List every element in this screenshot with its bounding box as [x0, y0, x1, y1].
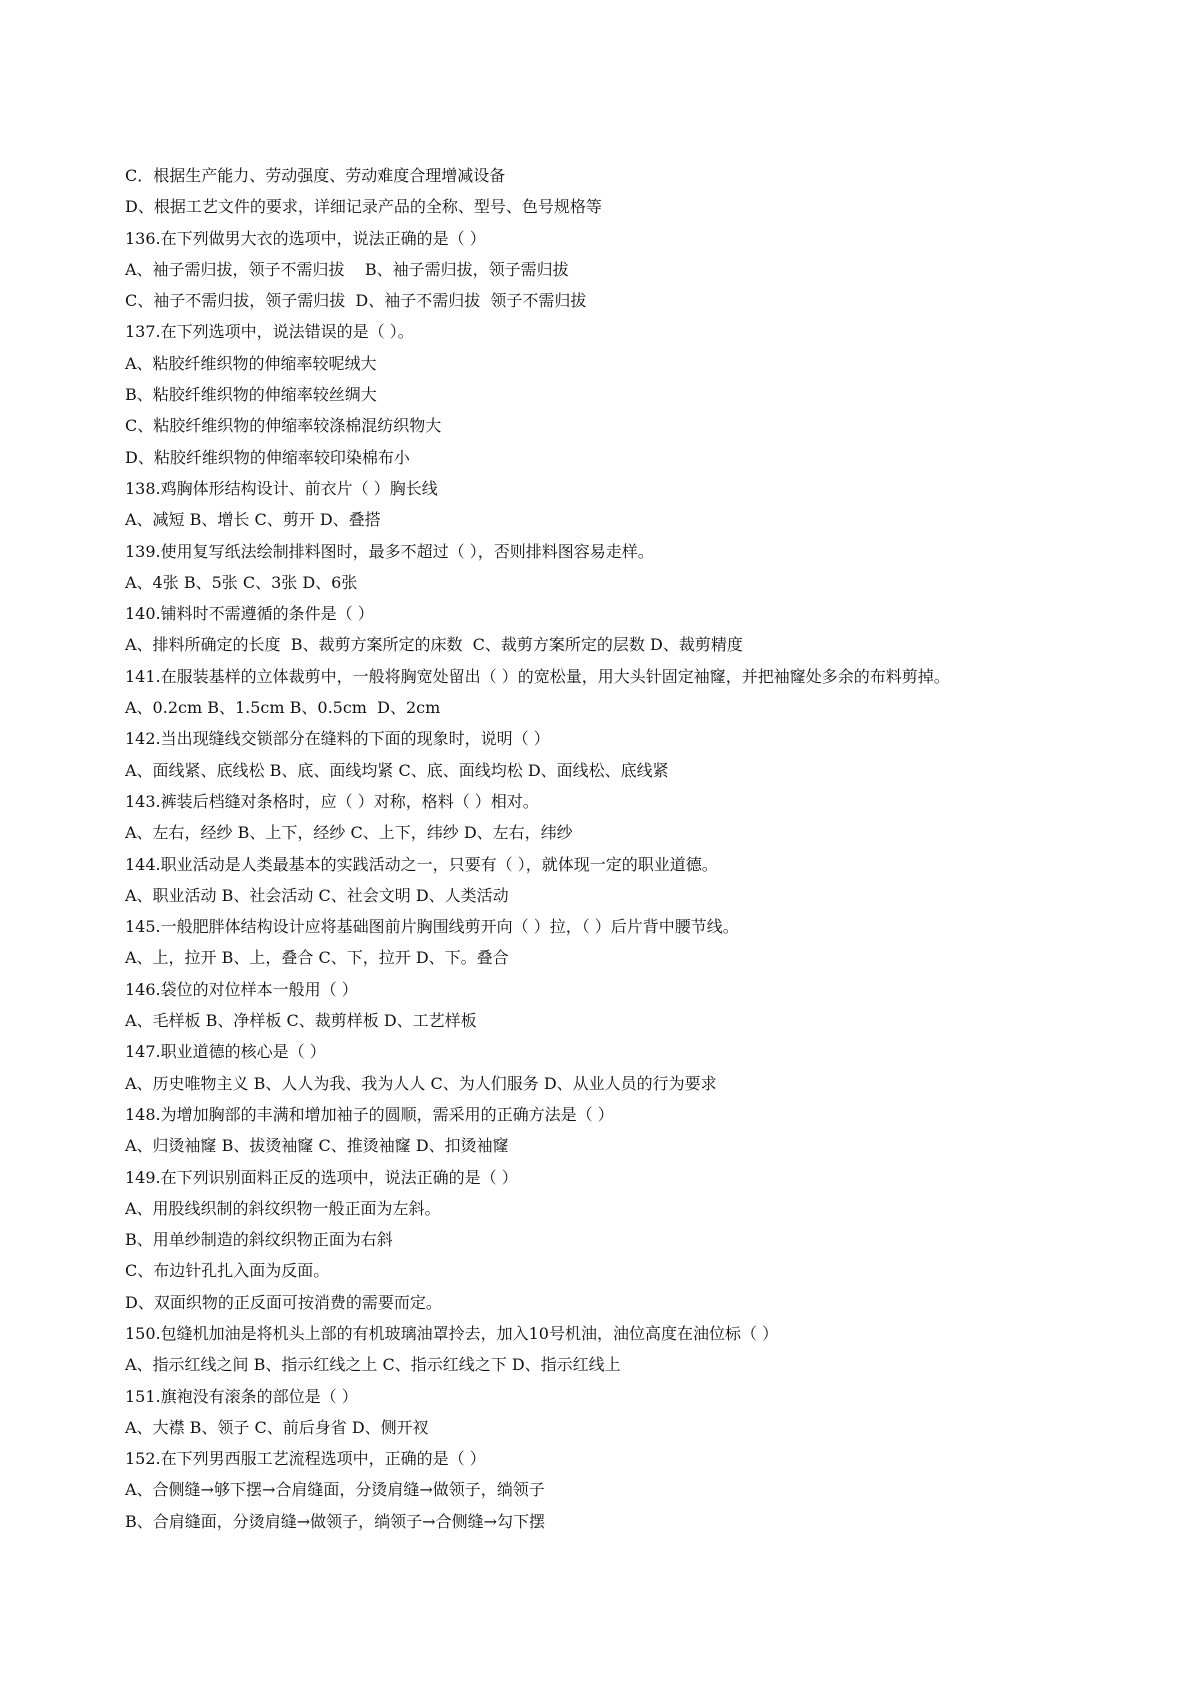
- text-line: 145.一般肥胖体结构设计应将基础图前片胸围线剪开向（ ）拉，（ ）后片背中腰节线。: [125, 917, 739, 937]
- text-line: A、历史唯物主义 B、人人为我、我为人人 C、为人们服务 D、从业人员的行为要求: [125, 1073, 717, 1093]
- text-line: 147.职业道德的核心是（ ）: [125, 1042, 326, 1062]
- text-line: D、粘胶纤维织物的伸缩率较印染棉布小: [125, 447, 410, 467]
- text-line: A、0.2cm B、1.5cm B、0.5cm D、2cm: [125, 698, 441, 718]
- text-line: 144.职业活动是人类最基本的实践活动之一，只要有（ ），就体现一定的职业道德。: [125, 854, 718, 874]
- text-line: C、粘胶纤维织物的伸缩率较涤棉混纺织物大: [125, 416, 442, 436]
- text-line: B、用单纱制造的斜纹织物正面为右斜: [125, 1230, 393, 1250]
- text-line: B、粘胶纤维织物的伸缩率较丝绸大: [125, 385, 377, 405]
- text-line: A、左右，经纱 B、上下，经纱 C、上下，纬纱 D、左右，纬纱: [125, 823, 573, 843]
- text-line: A、归烫袖窿 B、拔烫袖窿 C、推烫袖窿 D、扣烫袖窿: [125, 1136, 509, 1156]
- text-line: 136.在下列做男大衣的选项中，说法正确的是（ ）: [125, 228, 486, 248]
- text-line: A、上，拉开 B、上，叠合 C、下，拉开 D、下。叠合: [125, 948, 509, 968]
- text-line: 142.当出现缝线交锁部分在缝料的下面的现象时，说明（ ）: [125, 729, 550, 749]
- text-line: 146.袋位的对位样本一般用（ ）: [125, 979, 358, 999]
- text-line: A、大襟 B、领子 C、前后身省 D、侧开衩: [125, 1417, 429, 1437]
- text-line: A、面线紧、底线松 B、底、面线均紧 C、底、面线均松 D、面线松、底线紧: [125, 760, 669, 780]
- text-line: C、布边针孔扎入面为反面。: [125, 1261, 330, 1281]
- text-line: A、合侧缝→够下摆→合肩缝面，分烫肩缝→做领子，绱领子: [125, 1480, 545, 1500]
- document-body: [125, 160, 1125, 1537]
- text-line: 150.包缝机加油是将机头上部的有机玻璃油罩拎去，加入10号机油，油位高度在油位标（ ）: [125, 1323, 779, 1343]
- text-line: 152.在下列男西服工艺流程选项中，正确的是（ ）: [125, 1449, 486, 1469]
- text-line: B、合肩缝面，分烫肩缝→做领子，绱领子→合侧缝→勾下摆: [125, 1511, 545, 1531]
- text-line: A、毛样板 B、净样板 C、裁剪样板 D、工艺样板: [125, 1011, 477, 1031]
- text-line: D、双面织物的正反面可按消费的需要而定。: [125, 1292, 442, 1312]
- text-line: D、根据工艺文件的要求，详细记录产品的全称、型号、色号规格等: [125, 197, 602, 217]
- text-line: A、粘胶纤维织物的伸缩率较呢绒大: [125, 353, 377, 373]
- text-line: 139.使用复写纸法绘制排料图时，最多不超过（ ），否则排料图容易走样。: [125, 541, 654, 561]
- text-line: C、袖子不需归拔，领子需归拔 D、袖子不需归拔 领子不需归拔: [125, 291, 587, 311]
- text-line: A、袖子需归拔，领子不需归拔 B、袖子需归拔，领子需归拔: [125, 259, 569, 279]
- text-line: A、排料所确定的长度 B、裁剪方案所定的床数 C、裁剪方案所定的层数 D、裁剪精度: [125, 635, 743, 655]
- text-line: C．根据生产能力、劳动强度、劳动难度合理增减设备: [125, 166, 506, 185]
- text-line: 138.鸡胸体形结构设计、前衣片（ ）胸长线: [125, 478, 438, 498]
- text-line: 151.旗袍没有滚条的部位是（ ）: [125, 1386, 358, 1406]
- text-line: A、指示红线之间 B、指示红线之上 C、指示红线之下 D、指示红线上: [125, 1355, 621, 1375]
- text-line: 140.铺料时不需遵循的条件是（ ）: [125, 604, 374, 624]
- text-line: 149.在下列识别面料正反的选项中，说法正确的是（ ）: [125, 1167, 518, 1187]
- text-line: A、减短 B、增长 C、剪开 D、叠搭: [125, 510, 381, 530]
- text-line: 148.为增加胸部的丰满和增加袖子的圆顺，需采用的正确方法是（ ）: [125, 1104, 614, 1124]
- text-line: 143.裤装后档缝对条格时，应（ ）对称，格料（ ）相对。: [125, 791, 539, 811]
- text-line: 141.在服装基样的立体裁剪中，一般将胸宽处留出（ ）的宽松量，用大头针固定袖窿，并把袖窿处多余的布料剪掉。: [125, 666, 950, 686]
- text-line: A、4张 B、5张 C、3张 D、6张: [125, 572, 358, 592]
- text-line: 137.在下列选项中，说法错误的是（ ）。: [125, 322, 414, 342]
- text-line: A、职业活动 B、社会活动 C、社会文明 D、人类活动: [125, 885, 509, 905]
- text-line: A、用股线织制的斜纹织物一般正面为左斜。: [125, 1198, 441, 1218]
